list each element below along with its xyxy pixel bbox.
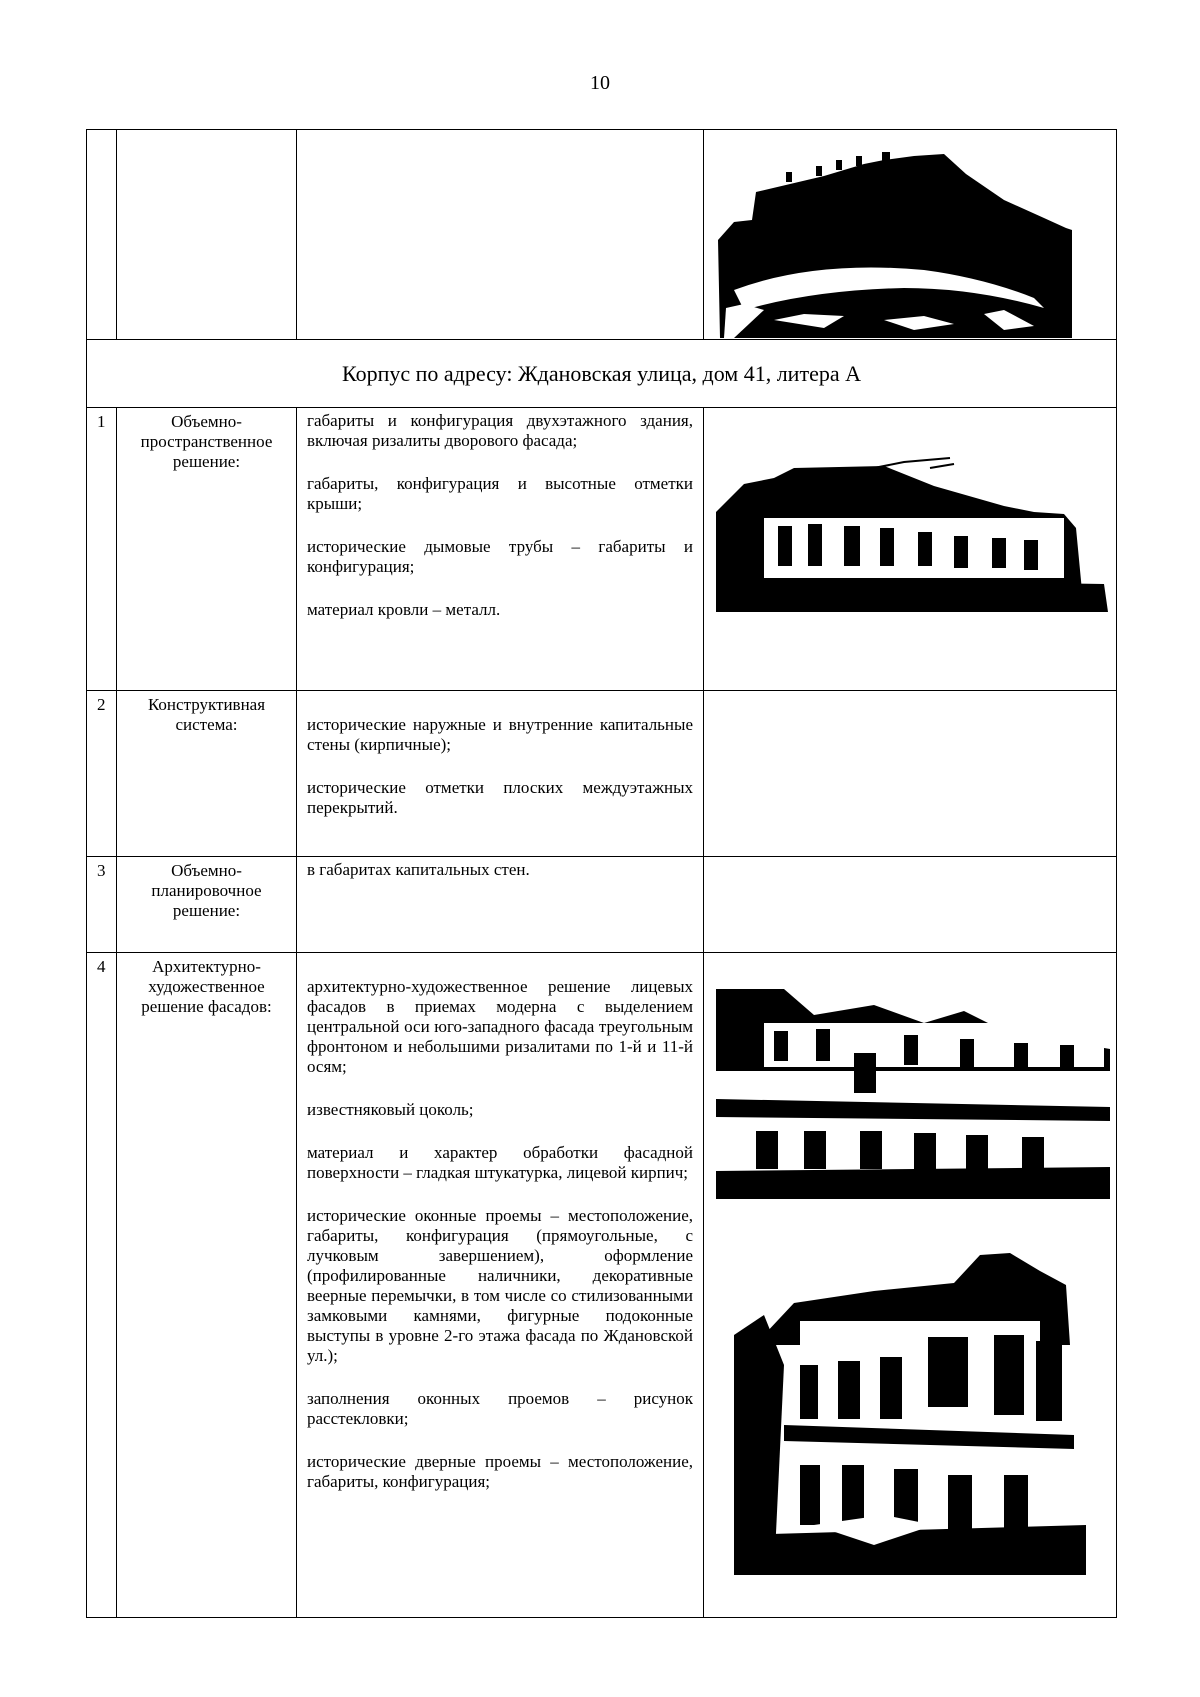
description-item: архитектурно-художественное решение лицевых фасадов в приемах модерна с выделением центральной оси юго-западного фасада треугольным фронтоном и небольшими ризалитами по 1-й и 11-й осям; [307,977,693,1076]
name-cell-empty [117,130,297,340]
table-row [87,953,1117,1618]
feature-name: Объемно-пространственное решение: [117,408,297,691]
protected-features-table [86,129,1117,1618]
description-item: исторические дверные проемы – местоположение, габариты, конфигурация; [307,1452,693,1491]
feature-description [297,857,704,953]
building-heading-row [87,340,1117,408]
description-item: исторические оконные проемы – местоположение, габариты, конфигурация (прямоугольные, с лучковым завершением), оформление (профилированные наличники, декоративные веерные перемычки, в том числе со стилизованными замковыми камнями, фигурные подоконные выступы в уровне 2-го этажа фасада по Ждановской ул.); [307,1206,693,1365]
description-item: исторические отметки плоских междуэтажных перекрытий. [307,778,693,817]
num-cell-empty [87,130,117,340]
description-item: материал кровли – металл. [307,600,501,619]
description-item: исторические дымовые трубы – габариты и конфигурация; [307,537,693,576]
photo-cell [704,130,1117,340]
description-item: известняковый цоколь; [307,1100,474,1119]
building-roof-photo [704,130,1116,338]
desc-cell-empty [297,130,704,340]
row-number: 4 [87,953,117,1618]
row-number: 3 [87,857,117,953]
feature-name: Архитектурно-художественное решение фасадов: [117,953,297,1618]
table-row [87,408,1117,691]
page-number: 10 [590,72,610,94]
description-item: заполнения оконных проемов – рисунок расстекловки; [307,1389,693,1428]
photo-cell-empty [704,691,1117,857]
row-number: 1 [87,408,117,691]
table-row-continuation [87,130,1117,340]
table-row [87,857,1117,953]
photo-cell [704,953,1117,1618]
description-item: габариты и конфигурация двухэтажного здания, включая ризалиты дворового фасада; [307,411,693,450]
corner-facade-photo [704,1225,1116,1585]
street-facade-photo [704,971,1116,1211]
description-item: габариты, конфигурация и высотные отметки крыши; [307,474,693,513]
photo-cell [704,408,1117,691]
courtyard-facade-photo [704,428,1116,628]
feature-name: Конструктивная система: [117,691,297,857]
feature-description [297,691,704,857]
feature-name: Объемно-планировочное решение: [117,857,297,953]
description-item: исторические наружные и внутренние капитальные стены (кирпичные); [307,715,693,754]
photo-cell-empty [704,857,1117,953]
feature-description [297,408,704,691]
row-number: 2 [87,691,117,857]
description-item: в габаритах капитальных стен. [307,860,530,879]
table-row [87,691,1117,857]
description-item: материал и характер обработки фасадной поверхности – гладкая штукатурка, лицевой кирпич; [307,1143,693,1182]
feature-description [297,953,704,1618]
building-heading: Корпус по адресу: Ждановская улица, дом 41, литера А [87,340,1117,408]
